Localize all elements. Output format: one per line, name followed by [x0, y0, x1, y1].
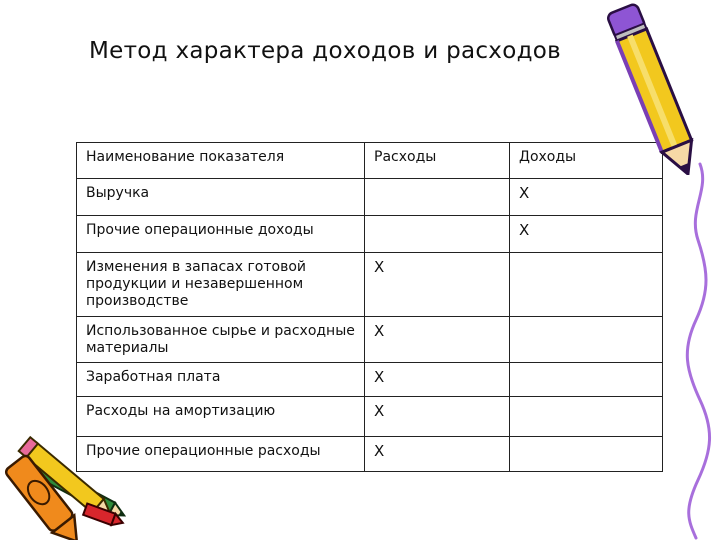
header-income: Доходы [510, 143, 663, 179]
table-row [77, 179, 663, 216]
row-expense-mark [365, 179, 510, 216]
row-income-mark: Х [510, 179, 663, 216]
row-name: Изменения в запасах готовой продукции и незавершенном производстве [77, 253, 365, 317]
row-income-mark [510, 363, 663, 397]
row-name: Использованное сырье и расходные материалы [77, 317, 365, 363]
crayons-icon [0, 432, 160, 540]
row-expense-mark: Х [365, 317, 510, 363]
row-income-mark: Х [510, 216, 663, 253]
row-income-mark [510, 437, 663, 472]
table-header-row [77, 143, 663, 179]
row-income-mark [510, 397, 663, 437]
squiggle-line [676, 160, 720, 540]
row-name: Прочие операционные расходы [77, 437, 365, 472]
row-expense-mark: Х [365, 253, 510, 317]
row-expense-mark: Х [365, 397, 510, 437]
table-row [77, 216, 663, 253]
table-row [77, 397, 663, 437]
row-expense-mark: Х [365, 363, 510, 397]
row-expense-mark [365, 216, 510, 253]
row-income-mark [510, 253, 663, 317]
table-row [77, 317, 663, 363]
row-expense-mark: Х [365, 437, 510, 472]
row-name: Прочие операционные доходы [77, 216, 365, 253]
table-row [77, 437, 663, 472]
header-expenses: Расходы [365, 143, 510, 179]
row-name: Заработная плата [77, 363, 365, 397]
slide-title: Метод характера доходов и расходов [88, 38, 562, 64]
row-name: Расходы на амортизацию [77, 397, 365, 437]
header-indicator: Наименование показателя [77, 143, 365, 179]
row-income-mark [510, 317, 663, 363]
pencil-icon [596, 0, 708, 175]
row-name: Выручка [77, 179, 365, 216]
table-row [77, 253, 663, 317]
income-expense-table [76, 142, 663, 472]
table-row [77, 363, 663, 397]
